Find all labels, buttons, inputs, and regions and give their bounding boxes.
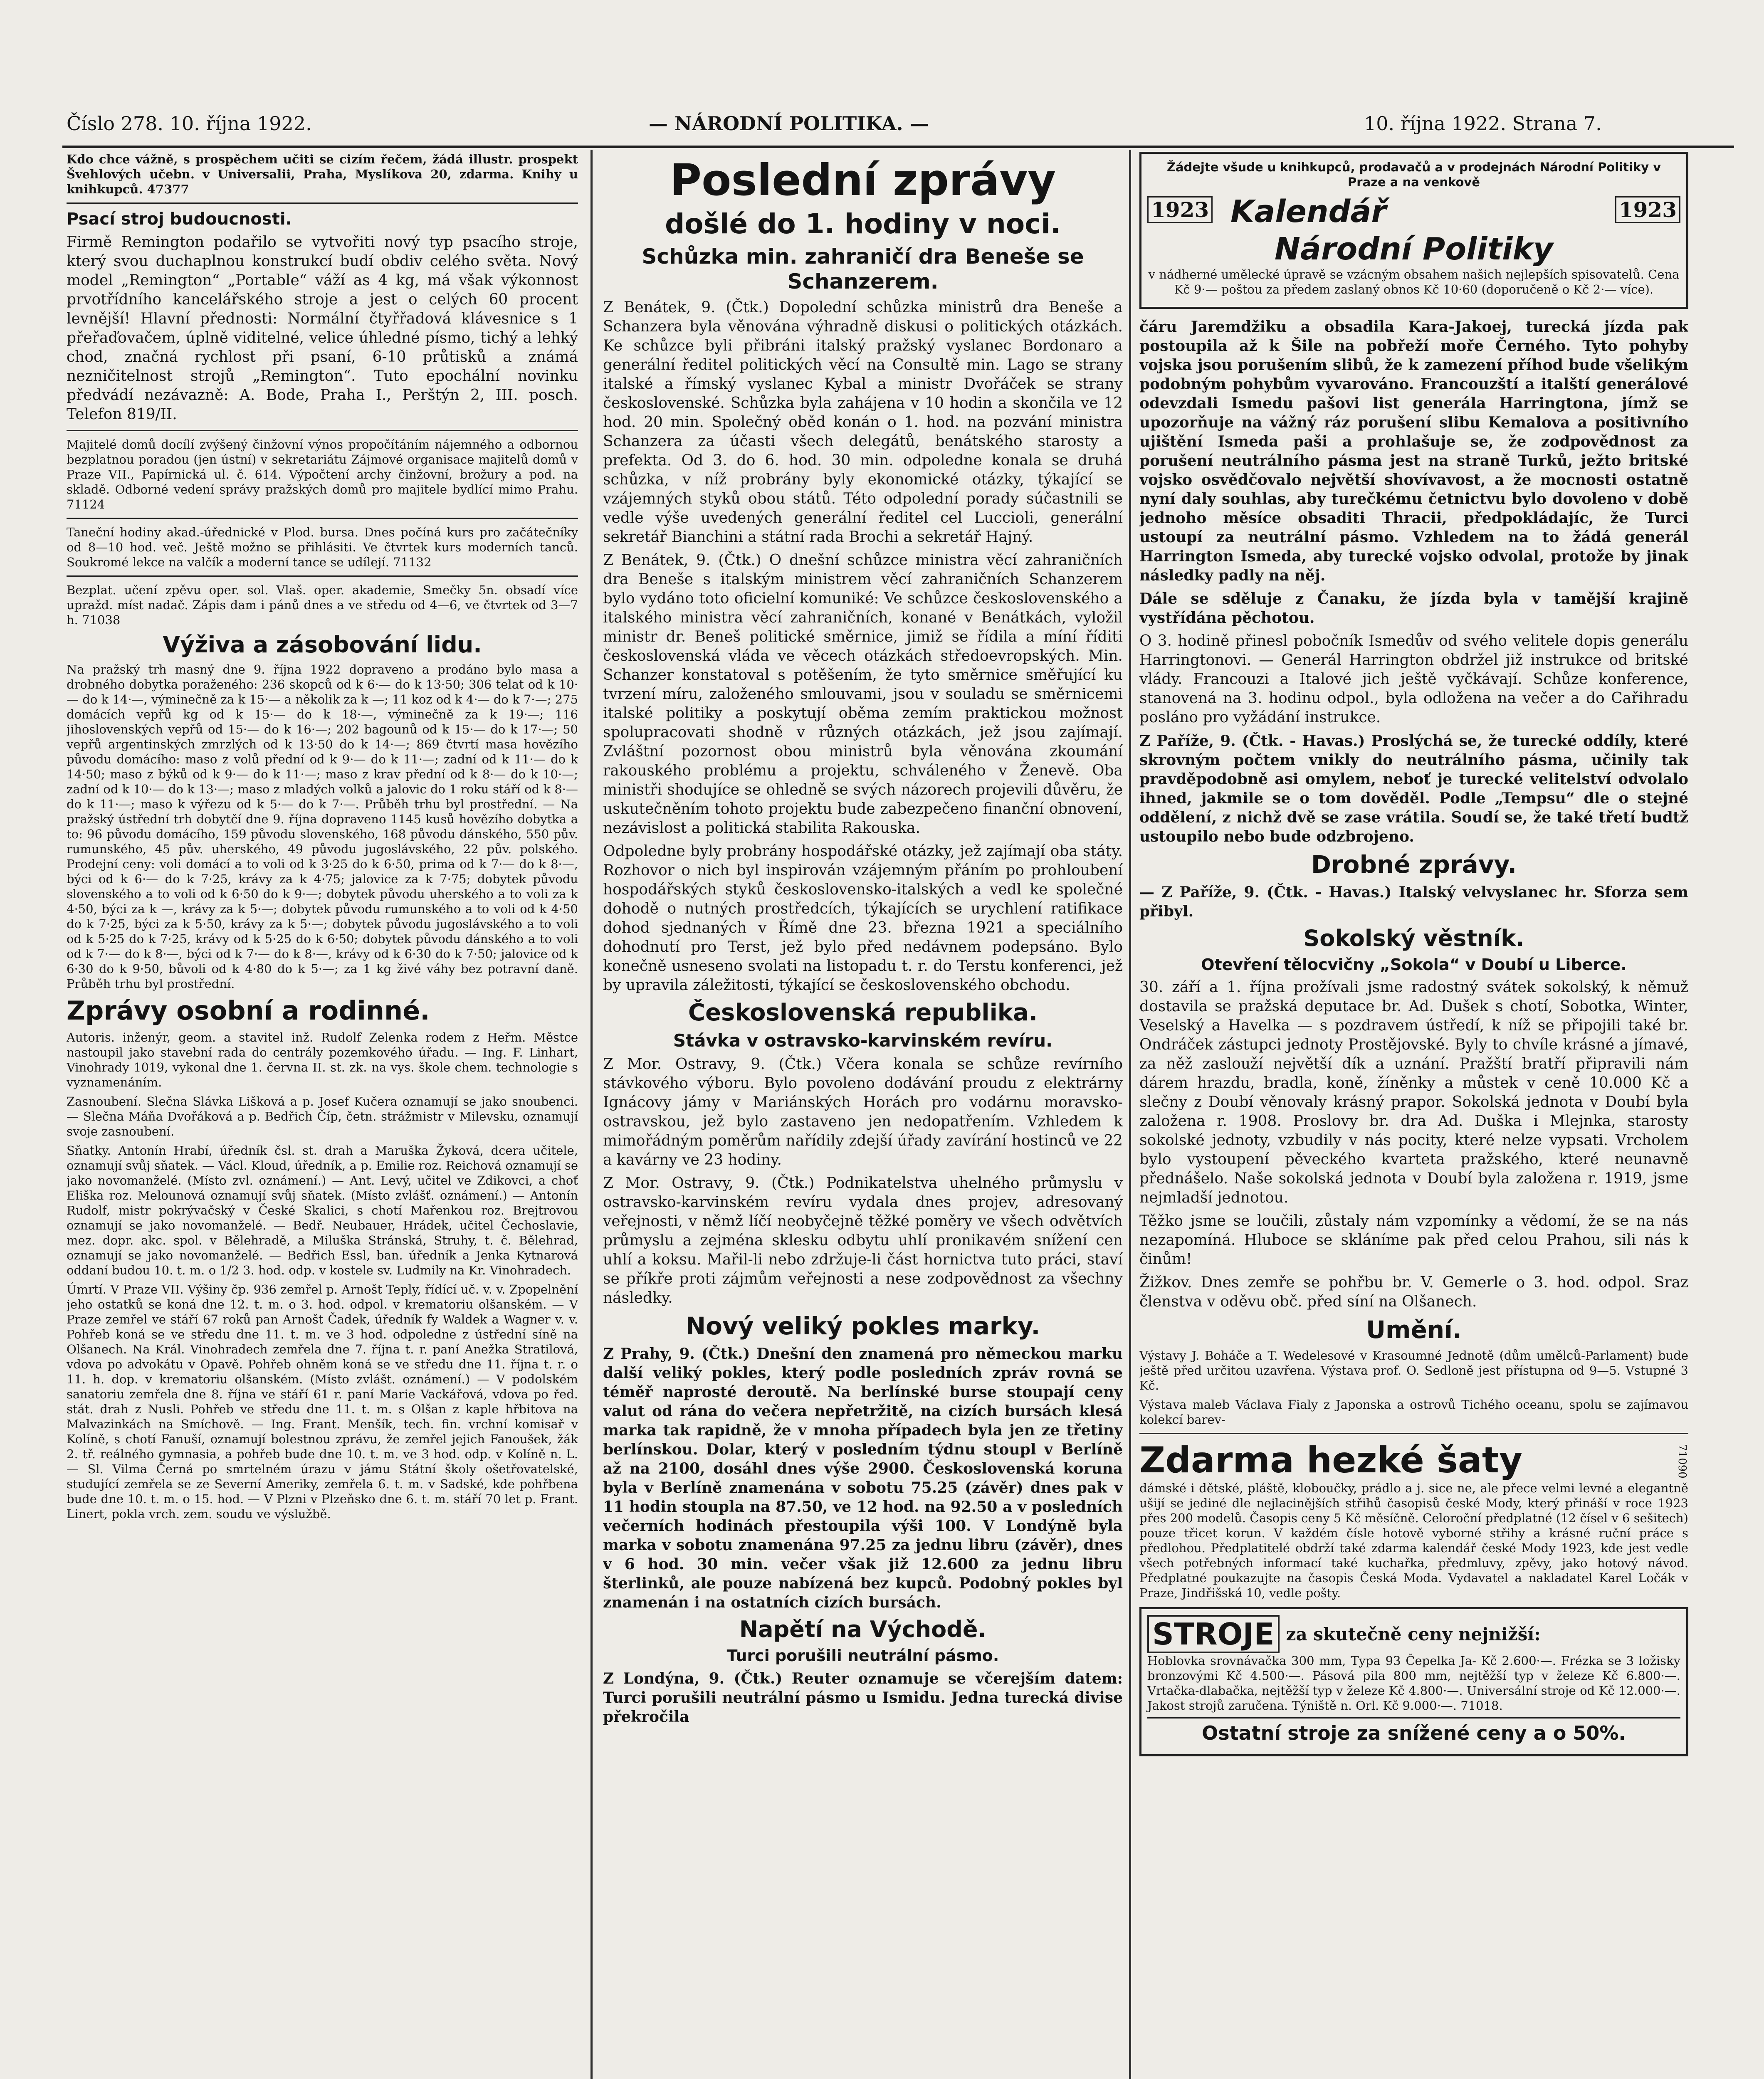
column-divider	[1129, 150, 1131, 2079]
ad-calendar-text: v nádherné umělecké úpravě se vzácným obsahem našich nejlepších spisovatelů. Cena Kč 9·— poštou za předem zaslaný obnos Kč 10·60 (doporučeně o Kč 2·— více).	[1148, 267, 1680, 296]
section-title-personal: Zprávy osobní a rodinné.	[67, 995, 430, 1026]
article-east-cont-4: Z Paříže, 9. (Čtk. - Havas.) Proslýchá se, že turecké oddíly, které skrovným počtem vnikly do neutrálního pásma, učinily tak pravděpodobně asi omylem, neboť je turecké velitelství odvolalo ihned, jakmile se o tom dověděl. Podle „Tempsu“ dle o stejné oddělení, z nichž dvě se zase vrátila. Soudí se, že také třetí budtž ustoupilo nebo bude odzbrojeno.	[1139, 732, 1688, 845]
art-exhibition-2: Výstava maleb Václava Fialy z Japonska a ostrovů Tichého oceanu, spolu se zajímavou kolekcí barev-	[1139, 1398, 1688, 1427]
article-strike-2: Z Mor. Ostravy, 9. (Čtk.) Podnikatelstva uhelného průmyslu v ostravsko-karvinském revíru vydala dnes projev, adresovaný veřejnosti, v němž líčí neobyčejně těžké poměry ve všech odvětvích průmyslu a zejména sklesku odbytu uhlí pronikavém snížení cen uhlí a koksu. Mařil-li nebo zdržuje-li část hornictva tuto práci, staví se příkře proti zájmům veřejnosti a nese zodpovědnost za všechny následky.	[603, 1175, 1123, 1306]
divider	[67, 575, 578, 577]
ad-calendar-title-row	[1147, 194, 1680, 231]
ad-remington: Firmě Remington podařilo se vytvořiti nový typ psacího stroje, který svou duchaplnou konstrukcí budí obdiv celého světa. Nový model „Remington“ „Portable“ váží as 4 kg, má však výkonnost prvotřídního kancelářského stroje a jest o celých 60 procent levnější! Hlavní přednosti: Normální čtyřřadová klávesnice s 1 přeřaďovačem, úplně viditelné, velice úhledné písmo, tichý a lehký chod, značná rychlost při psaní, 6-10 průtisků a známá nezničitelnost strojů „Remington“. Tuto epochální novinku předvádí nezávazně: A. Bode, Praha I., Perštýn 2, III. posch. Telefon 819/II.	[67, 234, 578, 423]
food-report: Na pražský trh masný dne 9. října 1922 dopraveno a prodáno bylo masa a drobného dobytka poraženého: 236 skopců od k 6·— do k 13·50; 306 telat od k 10·— do k 14·—, výminečně za k 15·— a několik za k —; 11 koz od k 4·— do k 7·—; 275 domácích vepřů kg od k 15·— do k 18·—, výminečně za k 19·—; 116 jihoslovenských vepřů od 15·— do k 16·—; 202 bagounů od k 15·— do k 17·—; 50 vepřů argentinských zmrzlých od k 13·50 do k 14·—; 869 čtvrtí masa hovězího původu domácího: maso z volů přední od k 9·— do k 11·—; zadní od k 11·— do k 14·50; maso z býků od k 9·— do k 11·—; maso z krav přední od k 8·— do k 10·—; zadní od k 10·— do k 13·—; maso z mladých volků a jalovic do 1 roku stáří od k 8·— do k 11·—; maso k výřezu od k 5·— do k 7·—. Průběh trhu byl prostřední. — Na pražský ústřední trh dobytčí dne 9. října dopraveno 1145 kusů hovězího dobytka a to: 96 původu domácího, 159 původu slovenského, 168 původu dánského, 550 pův. rumunského, 45 pův. uherského, 49 původu jugoslávského, 22 pův. polského. Prodejní ceny: voli domácí a to voli od k 3·25 do k 6·50, prima od k 7·— do k 8·—, býci od k 6·— do k 7·25, krávy za k 4·75; jalovice za k 7·75; dobytek původu slovenského a to voli od k 6·50 do k 9·—; dobytek původu uherského a to voli za k 4·50, býci za k —, krávy za k 5·—; dobytek původu rumunského a to voli od k 4·50 do k 7·25, býci za k 5·50, krávy za k 5·—; dobytek původu jugoslávského a to voli od k 5·25 do k 7·25, krávy od k 5·25 do k 6·50; dobytek původu dánského a to voli od k 7·— do k 8·—, býci od k 7·— do k 8·—, krávy od k 6·30 do k 7·50; jalovice od k 6·30 do k 9·50, bůvoli od k 4·80 do k 5·—; za 1 kg živé váhy bez potravní daně. Průběh trhu byl prostřední.	[67, 662, 578, 991]
header-left: Číslo 278. 10. října 1922.	[67, 112, 312, 135]
ad-machines	[1139, 1607, 1688, 1756]
section-title-brief: Drobné zprávy.	[1311, 850, 1517, 879]
ad-languages: Kdo chce vážně, s prospěchem učiti se cizím řečem, žádá illustr. prospekt Švehlových učebn. v Universalii, Praha, Myslíkova 20, zdarma. Knihy u knihkupců. 47377	[67, 152, 578, 196]
ad-machines-footer: Ostatní stroje za snížené ceny a o 50%.	[1147, 1717, 1680, 1744]
article-benes-1: Z Benátek, 9. (Čtk.) Dopolední schůzka ministrů dra Beneše a Schanzera byla věnována výhradně diskusi o politických otázkách. Ke schůzce byli přibráni italský pražský vyslanec Bordonaro a generální ředitel politických věcí na Consultě min. Lago se strany italské a římský vyslanec Kybal a ministr Dvořáček se strany československé. Schůzka byla zahájena v 10 hodin a skončila ve 12 hod. 20 min. Společný oběd konán o 1. hod. na pozvání ministra Schanzera za účasti všech delegátů, benátského starosty a prefekta. Od 3. do 6. hod. 30 min. odpoledne konala se druhá schůzka, v níž probrány byly ekonomické otázky, týkající se vzájemných styků obou států. Této odpolední porady súčastnili se vedle výše uvedených generální ředitel cel Luccioli, generální sekretář Bianchini a státní rada Brochi a sekretář Hajný.	[603, 299, 1123, 546]
ad-singing: Bezplat. učení zpěvu oper. sol. Vlaš. oper. akademie, Smečky 5n. obsadí více upražd. míst nadač. Zápis dam i pánů dnes a ve středu od 4—6, ve čtvrtek od 3—7 h. 71038	[67, 583, 578, 627]
column-divider	[590, 150, 593, 2079]
calendar-title: Kalendář	[1230, 194, 1386, 230]
article-mark: Z Prahy, 9. (Čtk.) Dnešní den znamená pro německou marku další veliký pokles, který podle posledních zpráv rovná se téměř naprosté deroutě. Na berlínské burse stoupají ceny valut od rána do večera nepřetržitě, na cizích bursách klesá marka tak rapidně, že v mnoha případech byla jen ze třetiny berlínskou. Dolar, který v posledním týdnu stoupl v Berlíně až na 2100, dosáhl dnes výše 2900. Československá koruna byla v Berlíně znamenána v sobotu 75.25 (závěr) dnes pak v 11 hodin stoupla na 87.50, ve 12 hod. na 92.50 a v posledních večerních hodinách přestoupila výši 100. V Londýně byla marka v sobotu znamenána 97.25 za jednu libru (závěr), dnes v 6 hod. 30 min. večer však již 12.600 za jednu libru šterlinků, ale pouze nabízená bez kupců. Podobný pokles byl znamenán i na ostatních cizích bursách.	[603, 1345, 1123, 1611]
article-strike-1: Z Mor. Ostravy, 9. (Čtk.) Včera konala se schůze revírního stávkového výboru. Bylo povoleno dodávání proudu z elektrárny Ignácovy jámy v Mariánských Horách pro vodárnu moravsko-ostravskou, jež bylo zastaveno jen nedopatřením. Vzhledem k mimořádným poměrům nařídily zdejší úřady zavírání hostinců ve 22 a kavárny ve 23 hodiny.	[603, 1056, 1123, 1168]
article-title-mark: Nový veliký pokles marky.	[685, 1312, 1040, 1340]
ad-remington-title: Psací stroj budoucnosti.	[67, 210, 292, 229]
year-badge: 1923	[1147, 196, 1213, 223]
personal-weddings: Sňatky. Antonín Hrabí, úředník čsl. st. drah a Maruška Žyková, dcera učitele, oznamují svůj sňatek. — Václ. Kloud, úředník, a p. Emilie roz. Reichová oznamují se jako novomanželé. (Místo zvl. oznámení.) — Ant. Levý, učitel ve Zdikovci, a choť Eliška roz. Melounová oznamují svůj sňatek. (Místo zvlášť. oznámení.) — Antonín Rudolf, mistr pokrývačský v České Skalici, s chotí Mařenkou roz. Brejtrovou oznamují se jako novomanželé. — Bedř. Neubauer, Hrádek, učitel Čechoslavie, mez. dopr. akc. spol. v Bělehradě, a Miluška Stránská, Struhy, t. č. Bělehrad, oznamují se jako novomanželé. — Bedřich Essl, ban. úředník a Jenka Kytnarová oddaní budou 10. t. m. o 1/2 3. hod. odp. v kostele sv. Ludmily na Kr. Vinohradech.	[67, 1143, 578, 1277]
section-title-food: Výživa a zásobování lidu.	[163, 632, 482, 658]
section-title-art: Umění.	[1366, 1316, 1462, 1344]
header-title: — NÁRODNÍ POLITIKA. —	[649, 112, 929, 135]
article-benes-3: Odpoledne byly probrány hospodářské otázky, jež zajímají oba státy. Rozhovor o nich byl inspirován vzájemným přáním po prohloubení hospodářských styků československo-italských a vedl ke společné dohodě o nutných prostředcích, týkajících se urychlení ratifikace dohod sjednaných v Římě dne 23. března 1921 a speciálního dohodnutí pro Terst, jež bylo před nedávnem podepsáno. Bylo konečně usneseno svolati na listopadu t. r. do Terstu konferenci, jež by upravila záležitosti, týkající se československého obchodu.	[603, 843, 1123, 994]
section-title-republic: Československá republika.	[688, 999, 1038, 1026]
article-east-cont-1: čáru Jaremdžiku a obsadila Kara-Jakoej, turecká jízda pak postoupila až k Šile na pobřeží moře Černého. Tyto pohyby vojska jsou porušením slibů, že k zamezení příhod bude všelikým podobným pohybům vyvarováno. Francouzští a italští generálové odevzdali Ismedu pašovi list generála Harringtona, jímž se upozorňuje na vážný ráz porušení slibu Kemalova a positivního ujištění Ismeda paši a prohlašuje se, že zodpovědnost za porušení neutrálního pásma jest na straně Turků, ježto britské vojsko osvědčovalo největší shovívavost, a že mocnosti ostatně nyní daly souhlas, aby turečkému četnictvu bylo dovoleno v době jednoho měsíce obsaditi Thracii, předpokládajíc, že Turci ustoupí za neutrální pásmo. Vzhledem na to žádá generál Harrington Ismeda, aby turecké vojsko odvolal, protože by jinak následky padly na něj.	[1139, 318, 1688, 584]
section-title-sokol: Sokolský věstník.	[1303, 925, 1524, 951]
ad-machines-subtitle: za skutečně ceny nejnižší:	[1286, 1624, 1541, 1644]
headline-subtitle: došlé do 1. hodiny v noci.	[665, 208, 1061, 240]
ad-dresses-text: dámské i dětské, pláště, kloboučky, prádlo a j. sice ne, ale přece velmi levné a elegantně ušijí se jediné dle nejlacinějších střihů časopisů české Mody, který přináší v roce 1923 přes 200 modelů. Časopis ceny 5 Kč měsíčně. Celoroční předplatné (12 čísel v 6 sešitech) pouze třicet korun. V každém čísle hotově vyborné střihy a krásné ruční práce s předlohou. Předplatitelé obdrží také zdarma kalendář české Mody 1923, kde jest vedle všech potřebných informací také kuchařka, předmluvy, zpěvy, jako hotový návod. Předplatné poukazujte na časopis Česká Moda. Vydavatel a nakladatel Karel Ločák v Praze, Jindřišská 10, vedle pošty.	[1139, 1481, 1688, 1600]
ad-dresses-title: Zdarma hezké šaty	[1139, 1439, 1523, 1481]
page-header	[0, 112, 1764, 146]
article-sokol-2: Těžko jsme se loučili, zůstaly nám vzpomínky a vědomí, že se na nás nezapomíná. Hluboce se skláníme pak před celou Prahou, sili nás k činům!	[1139, 1212, 1688, 1268]
article-sokol-1: 30. září a 1. října prožívali jsme radostný svátek sokolský, k němuž dostavila se pražská deputace br. Ad. Dušek s chotí, Sobotka, Winter, Veselský a Havelka — s pozdravem ústředí, k níž se připojili také br. Ondráček zástupci jednoty Prostějovské. Byly to chvíle krásné a jímavé, za něž zaslouží největší dík a uznání. Pražští bratří připravili nám dárem hrazdu, bradla, koně, žíněnky a můstek v ceně 10.000 Kč a slečny z Doubí věnovaly krásný prapor. Sokolská jednota v Doubí byla založena r. 1908. Proslovy br. dra Ad. Duška i Mlejnka, starosty sokolské jednoty, vzbudily v nás pocity, které nelze vypsati. Vrcholem bylo vystoupení pěveckého kvarteta pražského, které neunavně přednášelo. Naše sokolská jednota v Doubí byla založena r. 1919, jsme nejmladší jednotou.	[1139, 979, 1688, 1206]
divider	[1139, 1433, 1688, 1434]
article-benes-2: Z Benátek, 9. (Čtk.) O dnešní schůzce ministra věcí zahraničních dra Beneše s italským ministrem věcí zahraničních Schanzerem bylo vydáno toto oficielní komuniké: Ve schůzce československého a italského ministra věcí zahraničních, konané v Benátkách, vyložil ministr dr. Beneš politické směrnice, jimiž se řídila a míní říditi československá vláda ve věcech otázkách středoevropských. Min. Schanzer konstatoval s potěšením, že tyto směrnice směřující ku tvrzení míru, založeného smlouvami, jsou v souladu se směrnicemi italské politiky a poskytují oběma zemím praktickou možnost spolupracovati shodně v různých otázkách, jež jsou zajímají. Zvláštní pozornost obou ministrů byla věnována zkoumání rakouského problému a projektu, schváleného v Ženevě. Oba ministři shodujíce se ohledně se svých názorech projevili důvěru, že uskutečněním tohoto projektu bude zabezpečeno finanční obnovení, nezávislost a politická stabilita Rakouska.	[603, 552, 1123, 837]
divider	[67, 518, 578, 519]
article-east-cont-2: Dále se sděluje z Čanaku, že jízda byla v tamější krajině vystřídána pěchotou.	[1139, 590, 1688, 627]
article-title-strike: Stávka v ostravsko-karvinském revíru.	[673, 1030, 1053, 1051]
art-exhibition-1: Výstavy J. Boháče a T. Wedelesové v Krasoumné Jednotě (dům umělců-Parlament) bude ještě před určitou uzavřena. Výstava prof. O. Sedloně jest přístupna od 9—5. Vstupné 3 Kč.	[1139, 1348, 1688, 1393]
article-sokol-3: Žižkov. Dnes zemře se pohřbu br. V. Gemerle o 3. hod. odpol. Sraz členstva v oděvu obč. před síní na Olšanech.	[1139, 1274, 1688, 1310]
personal-engagements: Zasnoubení. Slečna Slávka Lišková a p. Josef Kučera oznamují se jako snoubenci. — Slečna Máňa Dvořáková a p. Bedřich Číp, četn. strážmistr v Milevsku, oznamují svoje zasnoubení.	[67, 1094, 578, 1138]
article-subtitle-east: Turci porušili neutrální pásmo.	[726, 1647, 999, 1665]
brief-news: — Z Paříže, 9. (Čtk. - Havas.) Italský velvyslanec hr. Sforza sem přibyl.	[1139, 884, 1688, 920]
ad-machines-head	[1147, 1615, 1680, 1653]
article-title-east: Napětí na Východě.	[739, 1616, 987, 1642]
article-east-cont-3: O 3. hodině přinesl pobočník Ismedův od svého velitele dopis generálu Harringtonovi. — Generál Harrington obdržel již instrukce od britské vlády. Francouzi a Italové jich ještě vyčkávají. Schůze konference, stanovená na 3. hodinu odpol., byla odložena na večer a do Cařihradu posláno pro vyžádání instrukce.	[1139, 632, 1688, 726]
ad-calendar-head: Žádejte všude u knihkupců, prodavačů a v prodejnách Národní Politiky v Praze a na venkově	[1166, 160, 1661, 189]
ad-machines-title: STROJE	[1147, 1615, 1280, 1653]
ad-dance: Taneční hodiny akad.-úřednické v Plod. bursa. Dnes počíná kurs pro začátečníky od 8—10 hod. več. Ještě možno se přihlásiti. Ve čtvrtek kurs moderních tanců. Soukromé lekce na valčík a moderní tance se udílejí. 71132	[67, 525, 578, 569]
divider	[67, 430, 578, 431]
column-2	[603, 152, 1123, 2079]
header-right: 10. října 1922. Strana 7.	[1364, 112, 1602, 135]
personal-appointments: Autoris. inženýr, geom. a stavitel inž. Rudolf Zelenka rodem z Heřm. Městce nastoupil jako stavební rada do centrály pozemkového úřadu. — Ing. F. Linhart, Vinohrady 1019, vykonal dne 1. června II. st. zk. na vys. škole chem. technologie s vyznamenáním.	[67, 1030, 578, 1089]
article-title-benes: Schůzka min. zahraničí dra Beneše se Schanzerem.	[642, 244, 1084, 294]
ad-owners: Majitelé domů docílí zvýšený činžovní výnos propočítáním nájemného a odbornou bezplatnou poradou (jen ústní) v sekretariátu Zájmové organisace majitelů domů v Praze VII., Papírnická ul. č. 614. Výpočtení archy činžovní, brožury a pod. na skladě. Odborné vedení správy pražských domů pro majitele bydlící mimo Prahu. 71124	[67, 437, 578, 511]
personal-deaths: Úmrtí. V Praze VII. Výšiny čp. 936 zemřel p. Arnošt Teply, řídící uč. v. v. Zpopelnění jeho ostatků se koná dne 12. t. m. o 3. hod. odpol. v krematoriu olšanském. — V Praze zemřel ve stáří 67 roků pan Arnošt Čadek, úředník fy Waldek a Wagner v. v. Pohřeb koná se ve středu dne 11. t. m. ve 3 hod. odpoledne z ústřední síně na Olšanech. Na Král. Vinohradech zemřela dne 7. října t. r. paní Anežka Stratilová, vdova po advokátu v Opavě. Pohřeb ohněm koná se ve středu dne 11. října t. r. o 11. h. dop. v krematoriu olšanském. (Místo zvlášt. oznámení.) — V podolském sanatoriu zemřela dne 8. října ve stáří 61 r. paní Marie Vackářová, vdova po řed. stát. drah z Nusli. Pohřeb ve středu dne 11. t. m. s Olšan z kaple hřbitova na Malvazinkách na Smíchově. — Ing. Frant. Menšík, tech. fin. vrchní komisař v Kolíně, s chotí Fanuší, oznamují bolestnou zprávu, že zemřel jejich Fanoušek, žák 2. tř. reálného gymnasia, a pohřeb bude dne 10. t. m. ve 3 hod. odp. v Kolíně n. L. — Sl. Vilma Černá po smrtelném úrazu v jámu Státní školy ošetřovatelské, studující zemřela se ze Severní Ameriky, zemřela 6. t. m. v Sadské, kde pohřbena bude dne 10. t. m. o 15. hod. — V Plzni v Plzeňsko dne 6. t. m. stáří 70 let p. Frant. Linert, pokla vrch. zem. soudu ve výslužbě.	[67, 1282, 578, 1521]
column-3	[1139, 152, 1688, 2079]
divider	[67, 202, 578, 204]
ad-free-dresses	[1139, 1440, 1688, 1600]
ad-dresses-code: 71090	[1676, 1444, 1688, 1479]
column-1	[67, 152, 578, 2079]
ad-calendar-box	[1139, 152, 1688, 309]
calendar-title-2: Národní Politiky	[1275, 231, 1553, 267]
article-east: Z Londýna, 9. (Čtk.) Reuter oznamuje se včerejším datem: Turci porušili neutrální pásmo u Ismidu. Jedna turecká divise překročila	[603, 1670, 1123, 1726]
headline-latest-news: Poslední zprávy	[670, 155, 1056, 205]
article-title-sokol: Otevření tělocvičny „Sokola“ v Doubí u Liberce.	[1201, 956, 1627, 974]
header-rule	[62, 146, 1734, 148]
year-badge: 1923	[1615, 196, 1680, 223]
ad-machines-text: Hoblovka srovnávačka 300 mm, Typa 93 Čepelka Ja- Kč 2.600·—. Frézka se 3 ložisky bronzovými Kč 4.500·—. Pásová pila 800 mm, nejtěžší typ v železe Kč 6.800·—. Vrtačka-dlabačka, nejtěžší typ v železe Kč 4.800·—. Universální stroje od Kč 12.000·—. Jakost strojů zaručena. Týniště n. Orl. Kč 9.000·—. 71018.	[1147, 1654, 1680, 1713]
